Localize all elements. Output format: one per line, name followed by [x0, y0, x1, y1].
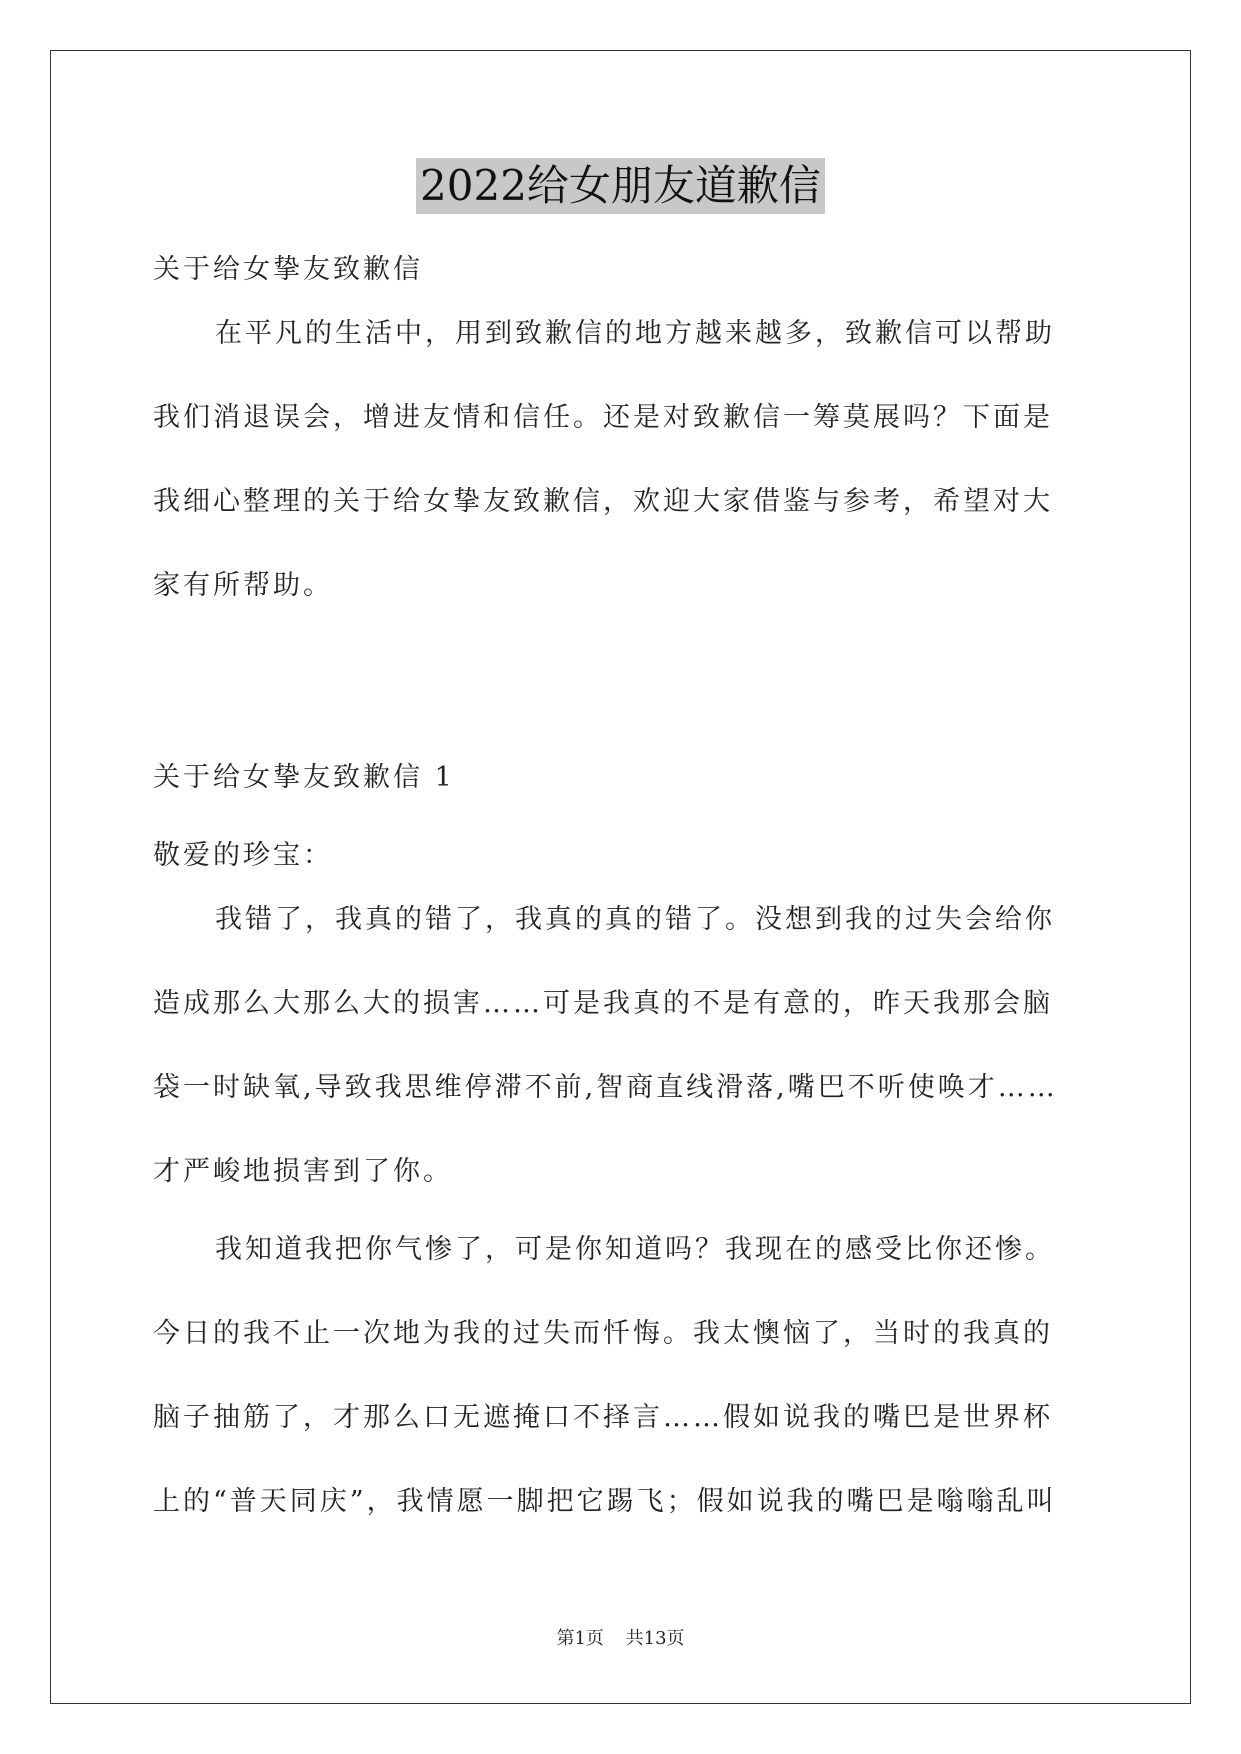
intro-line: 在平凡的生活中，用到致歉信的地方越来越多，致歉信可以帮助: [215, 318, 1055, 349]
paragraph-line: 上的“普天同庆”，我情愿一脚把它踢飞；假如说我的嘴巴是嗡嗡乱叫: [153, 1486, 1057, 1517]
paragraph-line: 我知道我把你气惨了，可是你知道吗？我现在的感受比你还惨。: [215, 1234, 1055, 1265]
paragraph-line: 我错了，我真的错了，我真的真的错了。没想到我的过失会给你: [215, 904, 1055, 935]
intro-paragraph: [153, 292, 1113, 628]
intro-line: 我们消退误会，增进友情和信任。还是对致歉信一筹莫展吗？下面是: [153, 402, 1053, 433]
paragraph-line: 今日的我不止一次地为我的过失而忏悔。我太懊恼了，当时的我真的: [153, 1318, 1053, 1349]
letter-paragraph-1: [153, 878, 1113, 1214]
intro-heading: 关于给女挚友致歉信: [153, 254, 423, 285]
paragraph-line: 袋一时缺氧,导致我思维停滞不前,智商直线滑落,嘴巴不听使唤才……: [153, 1072, 1058, 1103]
page-total: 共13页: [625, 1628, 685, 1649]
letter-heading: 关于给女挚友致歉信 1: [153, 762, 455, 793]
paragraph-line: 脑子抽筋了，才那么口无遮掩口不择言……假如说我的嘴巴是世界杯: [153, 1402, 1053, 1433]
paragraph-line: 造成那么大那么大的损害……可是我真的不是有意的，昨天我那会脑: [153, 988, 1053, 1019]
page-footer: [0, 1624, 1241, 1650]
salutation: 敬爱的珍宝：: [153, 840, 333, 871]
title-container: [0, 158, 1241, 214]
intro-line: 我细心整理的关于给女挚友致歉信，欢迎大家借鉴与参考，希望对大: [153, 486, 1053, 517]
document-title: 2022给女朋友道歉信: [416, 158, 825, 214]
page-number: 第1页: [556, 1628, 604, 1649]
intro-line: 家有所帮助。: [153, 570, 333, 601]
paragraph-line: 才严峻地损害到了你。: [153, 1156, 453, 1187]
letter-paragraph-2: [153, 1208, 1113, 1544]
